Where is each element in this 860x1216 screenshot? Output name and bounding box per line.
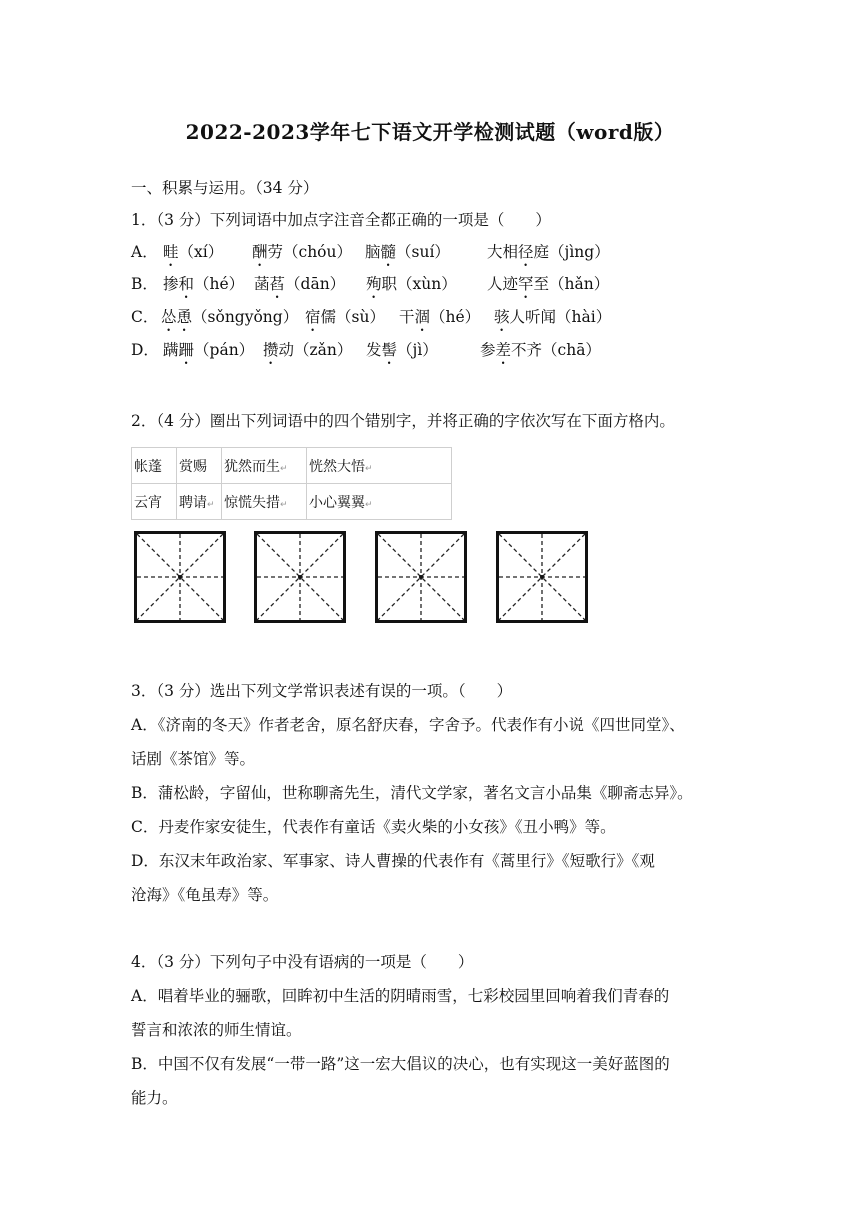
table-cell: 赏赐 — [177, 448, 222, 484]
q1-option-a-label: A． — [131, 243, 158, 261]
q1-option-d-item: 发髻（jì） — [366, 341, 438, 359]
section-heading: 一、积累与运用。（34 分） — [131, 179, 319, 197]
table-row — [132, 448, 452, 484]
q1-option-d-item: 参差不齐（chā） — [480, 341, 601, 359]
q1-option-c-item: 宿儒（sù） — [305, 308, 385, 326]
q1-option-b-label: B． — [131, 275, 158, 293]
q3-option-b: B．蒲松龄，字留仙，世称聊斋先生，清代文学家，著名文言小品集《聊斋志异》。 — [131, 784, 693, 802]
q1-option-c-label: C． — [131, 308, 159, 326]
q3-option-d-cont: 沧海》《龟虽寿》等。 — [131, 886, 279, 904]
table-cell: 云宵 — [132, 484, 177, 520]
q1-option-a-item: 大相径庭（jìng） — [487, 243, 610, 261]
q3-option-c: C．丹麦作家安徒生，代表作有童话《卖火柴的小女孩》《丑小鸭》等。 — [131, 818, 616, 836]
q1-option-d-item: 蹒跚（pán） — [163, 341, 255, 359]
q3-option-a-cont: 话剧《茶馆》等。 — [131, 750, 256, 768]
table-cell: 聘请↵ — [177, 484, 222, 520]
table-cell: 惊慌失措↵ — [222, 484, 307, 520]
question-2-stem: 2．（4 分）圈出下列词语中的四个错别字，并将正确的字依次写在下面方格内。 — [131, 412, 675, 430]
table-cell: 帐蓬 — [132, 448, 177, 484]
q1-option-b-item: 人迹罕至（hǎn） — [487, 275, 610, 293]
q1-option-d-label: D． — [131, 341, 159, 359]
q4-option-b: B．中国不仅有发展“一带一路”这一宏大倡议的决心，也有实现这一美好蓝图的 — [131, 1055, 670, 1073]
q1-option-b-item: 掺和（hé） — [163, 275, 245, 293]
question-3-stem: 3．（3 分）选出下列文学常识表述有误的一项。（ ） — [131, 682, 513, 700]
q1-option-a-item: 畦（xí） — [163, 243, 224, 261]
q1-option-a-item: 脑髓（suí） — [365, 243, 450, 261]
table-row — [132, 484, 452, 520]
writing-grid-box[interactable] — [254, 531, 346, 623]
writing-grid-box[interactable] — [134, 531, 226, 623]
table-cell: 恍然大悟↵ — [307, 448, 452, 484]
question-4-stem: 4．（3 分）下列句子中没有语病的一项是（ ） — [131, 953, 474, 971]
table-cell: 小心翼翼↵ — [307, 484, 452, 520]
q3-option-d: D．东汉末年政治家、军事家、诗人曹操的代表作有《蒿里行》《短歌行》《观 — [131, 852, 655, 870]
q1-option-b-item: 菡萏（dān） — [254, 275, 346, 293]
q4-option-b-cont: 能力。 — [131, 1089, 178, 1107]
document-title: 2022-2023学年七下语文开学检测试题（word版） — [185, 120, 675, 144]
q1-option-c-item: 怂恿（sǒngyǒng） — [161, 308, 299, 326]
q1-option-c-item: 骇人听闻（hài） — [494, 308, 612, 326]
q4-option-a: A．唱着毕业的骊歌，回眸初中生活的阴晴雨雪，七彩校园里回响着我们青春的 — [131, 987, 670, 1005]
writing-grid-box[interactable] — [375, 531, 467, 623]
q1-option-c-item: 干涸（hé） — [399, 308, 481, 326]
table-cell: 犹然而生↵ — [222, 448, 307, 484]
question-1-stem: 1．（3 分）下列词语中加点字注音全都正确的一项是（ ） — [131, 211, 551, 229]
q1-option-b-item: 殉职（xùn） — [366, 275, 457, 293]
q4-option-a-cont: 誓言和浓浓的师生情谊。 — [131, 1021, 302, 1039]
q3-option-a: A．《济南的冬天》作者老舍，原名舒庆春，字舍予。代表作有小说《四世同堂》、 — [131, 716, 685, 734]
writing-grid-box[interactable] — [496, 531, 588, 623]
q1-option-d-item: 攒动（zǎn） — [263, 341, 353, 359]
q1-option-a-item: 酬劳（chóu） — [252, 243, 352, 261]
word-table — [131, 447, 452, 520]
